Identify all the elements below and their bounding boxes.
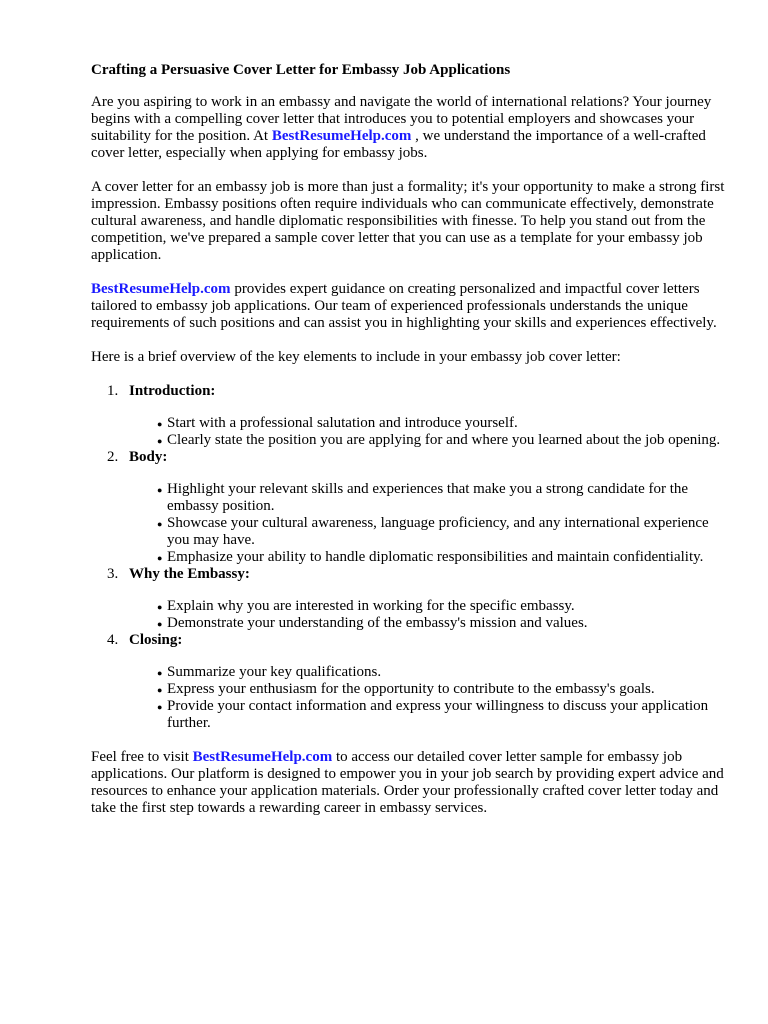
list-item-text: Showcase your cultural awareness, language proficiency, and any international experience you may have. [167,515,709,548]
list-item [157,664,731,681]
section-body [107,449,731,566]
list-item-text: Explain why you are interested in working for the specific embassy. [167,598,575,614]
document-content [91,62,731,834]
bullet-icon: ● [157,519,163,529]
list-item [157,698,731,732]
document-title: Crafting a Persuasive Cover Letter for Embassy Job Applications [91,62,511,78]
section-title: Why the Embassy: [129,566,250,582]
section-number: 3. [107,566,119,582]
bullet-icon: ● [157,602,163,612]
closing-paragraph [91,749,731,817]
bestresumehelp-link[interactable]: BestResumeHelp.com [91,281,231,297]
spacer [91,732,731,749]
bullet-icon: ● [157,685,163,695]
guidance-text: provides expert guidance on creating personalized and impactful cover letters tailored to embassy job applications. Our team of experienced professionals understands the unique requirements of such positions and can assist you in highlighting your skills and experiences effectively. [91,281,717,331]
intro-paragraph [91,94,731,162]
list-item-text: Highlight your relevant skills and experiences that make you a strong candidate for the embassy position. [167,481,689,514]
bullet-list [129,664,731,732]
list-item-text: Clearly state the position you are applying for and where you learned about the job opening. [167,432,721,448]
bullet-icon: ● [157,419,163,429]
guidance-paragraph [91,281,731,332]
bestresumehelp-link[interactable]: BestResumeHelp.com [271,128,412,144]
list-item [157,549,731,566]
section-title: Body: [129,449,168,465]
list-item-text: Summarize your key qualifications. [167,664,382,680]
section-title: Closing: [129,632,183,648]
list-item [157,615,731,632]
overview-paragraph: Here is a brief overview of the key elements to include in your embassy job cover letter: [91,349,621,365]
bullet-icon: ● [157,619,163,629]
bullet-list [129,598,731,632]
closing-text-before: Feel free to visit [91,749,193,765]
closing-text-after: to access our detailed cover letter sample for embassy job applications. Our platform is designed to empower you in your job search by providing expert advice and resources to enhance your application materials. Order your professionally crafted cover letter today and take the first step towards a rewarding career in embassy services. [91,749,724,816]
list-item-text: Emphasize your ability to handle diplomatic responsibilities and maintain confidentiality. [167,549,704,565]
section-number: 4. [107,632,119,648]
intro-text-after: , we understand the importance of a well-crafted cover letter, especially when applying for embassy jobs. [91,128,706,161]
bullet-list [129,481,731,566]
embassy-paragraph: A cover letter for an embassy job is more than just a formality; it's your opportunity to make a strong first impression. Embassy positions often require individuals who can communicate effectively, demonstrate cultural awareness, and handle diplomatic responsibilities with finesse. To help you stand out from the competition, we've prepared a sample cover letter that you can use as a template for your embassy job application. [91,179,725,263]
bullet-icon: ● [157,702,163,712]
section-title: Introduction: [129,383,216,399]
bestresumehelp-link[interactable]: BestResumeHelp.com [192,749,333,765]
list-item [157,415,731,432]
list-item [157,432,731,449]
bullet-list [129,415,731,449]
section-introduction [107,383,731,449]
list-item [157,681,731,698]
list-item [157,598,731,615]
intro-text-before: Are you aspiring to work in an embassy and navigate the world of international relations? Your journey begins with a compelling cover letter that introduces you to potential employers and showcases your suitability for the position. At [91,94,712,144]
section-why-embassy [107,566,731,632]
list-item-text: Start with a professional salutation and introduce yourself. [167,415,518,431]
list-item-text: Demonstrate your understanding of the embassy's mission and values. [167,615,588,631]
key-elements-list [91,383,731,732]
list-item-text: Express your enthusiasm for the opportunity to contribute to the embassy's goals. [167,681,655,697]
section-closing [107,632,731,732]
bullet-icon: ● [157,485,163,495]
bullet-icon: ● [157,553,163,563]
list-item [157,515,731,549]
section-number: 2. [107,449,119,465]
bullet-icon: ● [157,668,163,678]
list-item [157,481,731,515]
list-item-text: Provide your contact information and express your willingness to discuss your application further. [167,698,709,731]
bullet-icon: ● [157,436,163,446]
section-number: 1. [107,383,119,399]
